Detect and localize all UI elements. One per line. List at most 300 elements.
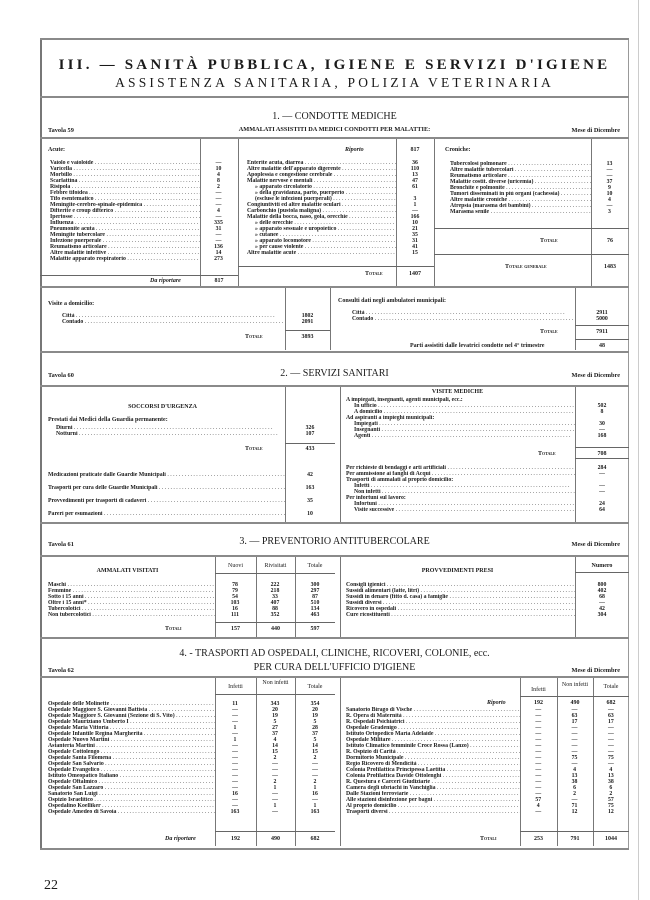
table-row bbox=[48, 431, 335, 437]
row-value: — bbox=[272, 761, 278, 767]
total-value: 157 bbox=[231, 626, 240, 632]
row-value: — bbox=[535, 713, 542, 719]
row-label: Altre malattie infettive . . . bbox=[50, 250, 200, 256]
row-value: 2 bbox=[573, 791, 576, 797]
row-value: — bbox=[571, 761, 578, 767]
row-label: Ospedale Santa Filomena . . . bbox=[48, 755, 215, 761]
row-value: 64 bbox=[599, 507, 605, 513]
row-value: 24 bbox=[599, 501, 605, 507]
page-subtitle: ASSISTENZA SANITARIA, POLIZIA VETERINARIA bbox=[115, 75, 554, 90]
row-value: — bbox=[607, 761, 614, 767]
row-label: Ad aspiranti a impieghi municipali: bbox=[346, 415, 435, 421]
row-value: — bbox=[272, 809, 278, 815]
table-row bbox=[247, 250, 434, 256]
row-label: Pneumonite acuta . . . bbox=[50, 226, 200, 232]
row-value: 27 bbox=[272, 725, 278, 731]
row-label: Vaiolo e vaioloide . . . bbox=[50, 160, 200, 166]
row-value: 1 bbox=[233, 725, 237, 731]
row-label: Istituto Omeopatico Italiano . . . bbox=[48, 773, 215, 779]
table-row bbox=[346, 507, 629, 513]
total-label: Totale bbox=[245, 446, 263, 452]
row-label: Città . . . bbox=[352, 310, 575, 316]
row-value: — bbox=[535, 749, 542, 755]
row-value: — bbox=[215, 214, 222, 220]
table-row bbox=[346, 433, 629, 439]
row-label: Sussidi in denaro (fitto d. casa) a famiglie . . . bbox=[346, 594, 575, 600]
row-value: 3 bbox=[413, 196, 417, 202]
row-value: 284 bbox=[597, 465, 607, 471]
section-title: 2. — SERVIZI SANITARI bbox=[280, 368, 389, 379]
row-value: 5 bbox=[313, 719, 317, 725]
row-label: Scarlattina . . . bbox=[50, 178, 200, 184]
row-value: 75 bbox=[607, 803, 614, 809]
group-subheading: Prestati dai Medici della Guardia permanente: bbox=[48, 417, 168, 423]
row-value: 41 bbox=[412, 244, 418, 250]
row-label: Astanteria Martini . . . bbox=[48, 743, 215, 749]
row-label: Influenza . . . bbox=[50, 220, 200, 226]
row-label: Per infortuni sul lavoro: bbox=[346, 495, 406, 501]
total-value: 708 bbox=[597, 451, 607, 457]
row-label: Tumori disseminati in più organi (cachessia) . . . bbox=[450, 191, 591, 197]
row-value: — bbox=[215, 238, 222, 244]
row-value: 163 bbox=[230, 809, 240, 815]
consults-list bbox=[352, 310, 629, 322]
row-value: — bbox=[232, 743, 238, 749]
total-value: 3893 bbox=[301, 334, 314, 340]
row-label: Oltre i 15 anni* . . . bbox=[48, 600, 215, 606]
row-value: 16 bbox=[232, 606, 238, 612]
row-value: — bbox=[312, 773, 318, 779]
column-header: Nuovi bbox=[228, 563, 243, 569]
row-value: 11 bbox=[232, 701, 238, 707]
acute-list bbox=[50, 160, 237, 262]
row-value: 510 bbox=[310, 600, 320, 606]
row-label: » delle orecchie . . . bbox=[247, 220, 396, 226]
total-label: Totali bbox=[165, 626, 182, 632]
total-value: 440 bbox=[271, 626, 280, 632]
row-label: Sussidi alimentari (latte, litri) . . . bbox=[346, 588, 575, 594]
home-visits-list bbox=[62, 313, 330, 325]
carry-label: Da riportare bbox=[150, 278, 181, 284]
row-value: 13 bbox=[412, 172, 418, 178]
row-value: 63 bbox=[607, 713, 614, 719]
row-value: 4 bbox=[609, 767, 613, 773]
row-value: 63 bbox=[571, 713, 578, 719]
carry-label: Da riportare bbox=[165, 836, 196, 842]
row-value: 57 bbox=[607, 797, 614, 803]
row-value: 61 bbox=[412, 184, 418, 190]
row-value: 57 bbox=[535, 797, 542, 803]
table-row bbox=[48, 485, 335, 491]
row-value: 17 bbox=[571, 719, 578, 725]
row-value: 297 bbox=[310, 588, 320, 594]
column-header: Totale bbox=[307, 684, 323, 690]
row-value: — bbox=[535, 707, 542, 713]
total-value: 253 bbox=[534, 836, 543, 842]
row-value: 37 bbox=[606, 179, 613, 185]
row-value: 110 bbox=[410, 166, 420, 172]
row-value: — bbox=[215, 202, 222, 208]
row-value: — bbox=[606, 203, 613, 209]
row-label: Enterite acuta, diarrea . . . bbox=[247, 160, 396, 166]
section-subtitle: AMMALATI ASSISTITI DA MEDICI CONDOTTI PER MALATTIE: bbox=[238, 126, 431, 133]
row-value: — bbox=[535, 773, 542, 779]
row-label: Tifo esentematico . . . bbox=[50, 196, 200, 202]
group-heading: Croniche: bbox=[445, 147, 471, 153]
column-header: Non infetti bbox=[561, 682, 589, 688]
row-value: — bbox=[571, 707, 578, 713]
row-value: 16 bbox=[232, 791, 238, 797]
row-value: 71 bbox=[571, 803, 578, 809]
group-heading: Acute: bbox=[48, 147, 65, 153]
parti-value: 48 bbox=[599, 343, 605, 349]
row-value: 2 bbox=[273, 755, 277, 761]
row-value: — bbox=[535, 755, 542, 761]
row-value: 2 bbox=[313, 779, 317, 785]
row-value: — bbox=[232, 713, 238, 719]
row-value: 68 bbox=[599, 594, 605, 600]
row-label: Apoplessia e congestione cerebrale . . . bbox=[247, 172, 396, 178]
row-value: 30 bbox=[599, 421, 605, 427]
row-label: Tubercolosi polmonare . . . bbox=[450, 161, 591, 167]
total-value: 1407 bbox=[409, 271, 421, 277]
row-value: 75 bbox=[607, 755, 614, 761]
row-label: Ospedale delle Molinette . . . bbox=[48, 701, 215, 707]
total-label: Totale bbox=[540, 329, 558, 335]
row-value: 326 bbox=[305, 425, 315, 431]
row-value: — bbox=[571, 725, 578, 731]
row-label: Città . . . bbox=[62, 313, 285, 319]
row-label: Non infetti . . . bbox=[346, 489, 575, 495]
row-value: 36 bbox=[412, 160, 418, 166]
row-value: 4 bbox=[608, 197, 611, 203]
visited-list bbox=[48, 582, 335, 618]
column-header: Numero bbox=[591, 563, 613, 569]
row-label: Ospedale Gradenigo . . . bbox=[346, 725, 520, 731]
row-label: R. Questura e Carceri Giudiziarie . . . bbox=[346, 779, 520, 785]
row-value: 13 bbox=[571, 773, 578, 779]
row-value: 2091 bbox=[301, 319, 314, 325]
table-row bbox=[48, 498, 335, 504]
group-heading: PROVVEDIMENTI PRESI bbox=[421, 568, 494, 574]
row-value: — bbox=[599, 427, 605, 433]
month-label: Mese di Dicembre bbox=[571, 541, 620, 548]
row-value: 1 bbox=[273, 785, 277, 791]
row-value: 37 bbox=[312, 731, 318, 737]
row-label: Consigli igienici . . . bbox=[346, 582, 575, 588]
row-value: 1 bbox=[413, 202, 417, 208]
carry-value: 817 bbox=[214, 278, 224, 284]
carry-label: Riporto bbox=[345, 147, 364, 153]
row-value: 38 bbox=[571, 779, 578, 785]
row-value: 8 bbox=[217, 178, 220, 184]
row-value: 47 bbox=[412, 178, 418, 184]
table-number: Tavola 60 bbox=[48, 372, 74, 379]
row-value: 134 bbox=[310, 606, 320, 612]
services-list bbox=[48, 472, 335, 524]
row-value: — bbox=[232, 707, 238, 713]
row-value: 14 bbox=[312, 743, 318, 749]
row-label: Colonia Profilattica Principessa Laetitia . . . bbox=[346, 767, 520, 773]
row-value: 2 bbox=[609, 791, 613, 797]
row-value: 502 bbox=[597, 403, 607, 409]
section-title: 4. - TRASPORTI AD OSPEDALI, CLINICHE, RICOVERI, COLONIE, ecc. bbox=[179, 648, 490, 659]
row-value: — bbox=[232, 731, 238, 737]
table-number: Tavola 62 bbox=[48, 667, 74, 674]
row-value: — bbox=[607, 707, 614, 713]
row-label: Per ammissione ai fanghi di Acqui . . . bbox=[346, 471, 575, 477]
row-label: » apparato locomotore . . . bbox=[247, 238, 396, 244]
row-value: 300 bbox=[310, 582, 320, 588]
row-value: 31 bbox=[215, 226, 222, 232]
row-value: 20 bbox=[272, 707, 278, 713]
grand-total-label: Totale generale bbox=[505, 264, 547, 270]
row-value: 42 bbox=[599, 606, 605, 612]
row-value: 35 bbox=[307, 498, 313, 504]
row-label: Ospedale Oftalmico . . . bbox=[48, 779, 215, 785]
row-value: 15 bbox=[312, 749, 318, 755]
row-value: — bbox=[535, 785, 542, 791]
row-value: — bbox=[312, 797, 318, 803]
row-value: — bbox=[272, 767, 278, 773]
row-label: R. Ospizio di Carità . . . bbox=[346, 749, 520, 755]
row-label: Sanatorio Birago di Vische . . . bbox=[346, 707, 520, 713]
row-value: 4 bbox=[273, 737, 277, 743]
row-label: Trasporti per cura delle Guardie Municipali . . . bbox=[48, 485, 285, 491]
row-value: 163 bbox=[310, 809, 320, 815]
row-label: Ospedale Evangelico . . . bbox=[48, 767, 215, 773]
total-label: Totale bbox=[540, 238, 558, 244]
table-row bbox=[346, 809, 629, 815]
margin-line bbox=[638, 0, 639, 900]
divider bbox=[40, 137, 629, 139]
carry-label: Riporto bbox=[487, 700, 506, 706]
row-value: 354 bbox=[310, 701, 320, 707]
row-value: 2 bbox=[217, 184, 220, 190]
row-value: — bbox=[571, 731, 578, 737]
table-row bbox=[62, 319, 330, 325]
total-value: 597 bbox=[310, 626, 320, 632]
row-label: R. Ospedali Psichiatrici . . . bbox=[346, 719, 520, 725]
row-label: » apparato sessuale e uropoietico . . . bbox=[247, 226, 396, 232]
row-value: — bbox=[232, 785, 238, 791]
row-value: — bbox=[232, 767, 238, 773]
row-value: 10 bbox=[412, 220, 418, 226]
row-value: 10 bbox=[307, 511, 313, 517]
total-value: 433 bbox=[305, 446, 315, 452]
row-value: — bbox=[312, 761, 318, 767]
row-value: 1 bbox=[273, 803, 277, 809]
row-value: 37 bbox=[272, 731, 278, 737]
row-value: 21 bbox=[412, 226, 418, 232]
transport-list-right bbox=[346, 707, 629, 815]
row-value: 87 bbox=[312, 594, 318, 600]
row-value: — bbox=[607, 743, 614, 749]
divider bbox=[40, 96, 629, 98]
row-value: 17 bbox=[607, 719, 614, 725]
row-label: Ospedale Maggiore S. Giovanni (Sezione di S. Vito) . . . bbox=[48, 713, 215, 719]
row-value: — bbox=[535, 719, 542, 725]
month-label: Mese di Dicembre bbox=[571, 372, 620, 379]
parti-label: Parti assistiti dalle levatrici condotte nel 4° trimestre bbox=[410, 343, 545, 349]
row-value: 1802 bbox=[301, 313, 314, 319]
table-row bbox=[352, 316, 629, 322]
row-value: — bbox=[606, 167, 613, 173]
column-header: Infetti bbox=[531, 687, 546, 693]
row-label: » apparato circolatorio . . . bbox=[247, 184, 396, 190]
visits-list bbox=[346, 397, 629, 439]
row-label: » cutanee . . . bbox=[247, 232, 396, 238]
row-label: Infetti . . . bbox=[346, 483, 575, 489]
row-label: Alle stazioni disinfezione per bagni . . . bbox=[346, 797, 520, 803]
section-title: 3. — PREVENTORIO ANTITUBERCOLARE bbox=[239, 536, 430, 547]
row-value: 10 bbox=[606, 191, 613, 197]
row-value: — bbox=[599, 489, 605, 495]
row-value: — bbox=[571, 743, 578, 749]
row-label: » per cause violente . . . bbox=[247, 244, 396, 250]
row-value: 35 bbox=[412, 232, 418, 238]
row-label: A domicilio . . . bbox=[346, 409, 575, 415]
row-value: — bbox=[215, 190, 222, 196]
row-label: Medicazioni praticate dalle Guardie Municipali . . . bbox=[48, 472, 285, 478]
row-value: — bbox=[312, 767, 318, 773]
row-value: 407 bbox=[270, 600, 280, 606]
total-label: Totale bbox=[245, 334, 263, 340]
page-number: 22 bbox=[44, 878, 58, 893]
row-label: Maschi . . . bbox=[48, 582, 215, 588]
row-value: — bbox=[571, 737, 578, 743]
row-value: 343 bbox=[270, 701, 280, 707]
total-value: 791 bbox=[570, 836, 580, 842]
row-value: 6 bbox=[609, 785, 613, 791]
row-label: Marasma senile . . . bbox=[450, 209, 591, 215]
row-label: Febbre tifoidea . . . bbox=[50, 190, 200, 196]
row-value: 12 bbox=[607, 809, 614, 815]
row-value: 14 bbox=[272, 743, 278, 749]
transport-list-left bbox=[48, 701, 335, 815]
row-label: Insegnanti . . . bbox=[346, 427, 575, 433]
row-label: Ospizio Israelitico . . . bbox=[48, 797, 215, 803]
row-value: — bbox=[232, 797, 238, 803]
column-header: Totale bbox=[307, 563, 323, 569]
row-value: 14 bbox=[215, 250, 222, 256]
row-value: 335 bbox=[214, 220, 223, 226]
column-header: Non infetti bbox=[262, 680, 289, 686]
row-value: — bbox=[606, 173, 613, 179]
total-value: 1044 bbox=[605, 836, 617, 842]
group-heading: SOCCORSI D'URGENZA bbox=[128, 404, 197, 410]
row-label: Agenti . . . bbox=[346, 433, 575, 439]
row-value: 12 bbox=[571, 809, 578, 815]
row-label: Ospedale Amedeo di Savoia . . . bbox=[48, 809, 215, 815]
row-label: Impiegati . . . bbox=[346, 421, 575, 427]
row-label: Visite successive . . . bbox=[346, 507, 575, 513]
month-label: Mese di Dicembre bbox=[571, 667, 620, 674]
row-label: Ospedale Maggiore S. Giovanni Battista . . . bbox=[48, 707, 215, 713]
row-value: 6 bbox=[573, 785, 576, 791]
row-value: 2 bbox=[273, 779, 277, 785]
row-label: Dormitorio Municipale . . . bbox=[346, 755, 520, 761]
month-label: Mese di Dicembre bbox=[571, 127, 620, 134]
row-value: 38 bbox=[607, 779, 614, 785]
row-label: Istituto Ortopedico Maria Adelaide . . . bbox=[346, 731, 520, 737]
row-label: In ufficio . . . bbox=[346, 403, 575, 409]
row-value: 5 bbox=[273, 719, 277, 725]
row-label: Risipola . . . bbox=[50, 184, 200, 190]
row-value: — bbox=[272, 791, 278, 797]
row-value: 273 bbox=[214, 256, 223, 262]
row-label: Cure ricostituenti . . . bbox=[346, 612, 575, 618]
row-label: Diurni . . . bbox=[48, 425, 285, 431]
row-label: Altre malattie dell'apparato digerente . . . bbox=[247, 166, 396, 172]
row-value: 1 bbox=[313, 803, 317, 809]
group-heading: VISITE MEDICHE bbox=[431, 389, 484, 395]
table-number: Tavola 59 bbox=[48, 127, 74, 134]
row-value: — bbox=[535, 761, 542, 767]
section-title: 1. — CONDOTTE MEDICHE bbox=[272, 111, 397, 122]
row-value: — bbox=[232, 773, 238, 779]
row-label: Ospedalino Koelliker . . . bbox=[48, 803, 215, 809]
row-value: — bbox=[535, 737, 542, 743]
row-value: 4 bbox=[573, 767, 576, 773]
measures-list bbox=[346, 582, 629, 618]
row-label: Istituto Climatico femminile Croce Rossa (Lanzo) . . . bbox=[346, 743, 520, 749]
column-header: Rivisitati bbox=[264, 563, 287, 569]
table-row bbox=[450, 209, 628, 215]
carry-value: 192 bbox=[534, 700, 543, 706]
row-label: Difterite e croup difterico . . . bbox=[50, 208, 200, 214]
row-value: — bbox=[272, 797, 278, 803]
row-value: 20 bbox=[312, 707, 318, 713]
row-label: Ospedale Nuovo Martini . . . bbox=[48, 737, 215, 743]
row-value: 304 bbox=[597, 612, 607, 618]
row-label: Trasporti diversi . . . bbox=[346, 809, 520, 815]
total-label: Totali bbox=[480, 836, 497, 842]
row-label: Malattie apparato respiratorio . . . bbox=[50, 256, 200, 262]
row-label: Pareri per esumazioni . . . bbox=[48, 511, 285, 517]
row-label: R. Opera di Maternità . . . bbox=[346, 713, 520, 719]
carry-value: 817 bbox=[410, 147, 420, 153]
row-label: Malattie della bocca, naso, gola, orecchie . . . bbox=[247, 214, 396, 220]
page-title: III. — SANITÀ PUBBLICA, IGIENE E SERVIZI D'IGIENE bbox=[58, 57, 611, 73]
row-label: Ospedale San Lazzaro . . . bbox=[48, 785, 215, 791]
table-number: Tavola 61 bbox=[48, 541, 74, 548]
total-value: 682 bbox=[310, 836, 320, 842]
row-label: Non tubercolotici . . . bbox=[48, 612, 215, 618]
row-label: Congiuntiviti ed altre malattie oculari . . . bbox=[247, 202, 396, 208]
row-value: — bbox=[535, 809, 542, 815]
row-label: Trasporti di ammalati al proprio domicilio: bbox=[346, 477, 454, 483]
row-value: 54 bbox=[232, 594, 238, 600]
row-value: — bbox=[215, 196, 222, 202]
chronic-list bbox=[450, 161, 628, 215]
row-value: 222 bbox=[270, 582, 280, 588]
row-label: Atrepsia (marasma dei bambini) . . . bbox=[450, 203, 591, 209]
row-value: 166 bbox=[410, 214, 420, 220]
column-header: Totale bbox=[603, 684, 619, 690]
row-label: Meningite tubercolare . . . bbox=[50, 232, 200, 238]
row-label: Carbonchio (pustola maligna) . . . bbox=[247, 208, 396, 214]
row-value: 88 bbox=[272, 606, 278, 612]
total-value: 192 bbox=[231, 836, 240, 842]
row-value: — bbox=[571, 749, 578, 755]
row-label: Dalle Stazioni ferroviarie . . . bbox=[346, 791, 520, 797]
row-label: Tubercolotici . . . bbox=[48, 606, 215, 612]
visits-list-2 bbox=[346, 465, 629, 513]
row-value: 33 bbox=[272, 594, 278, 600]
row-value: 16 bbox=[312, 791, 318, 797]
grand-total-value: 1483 bbox=[604, 264, 616, 270]
